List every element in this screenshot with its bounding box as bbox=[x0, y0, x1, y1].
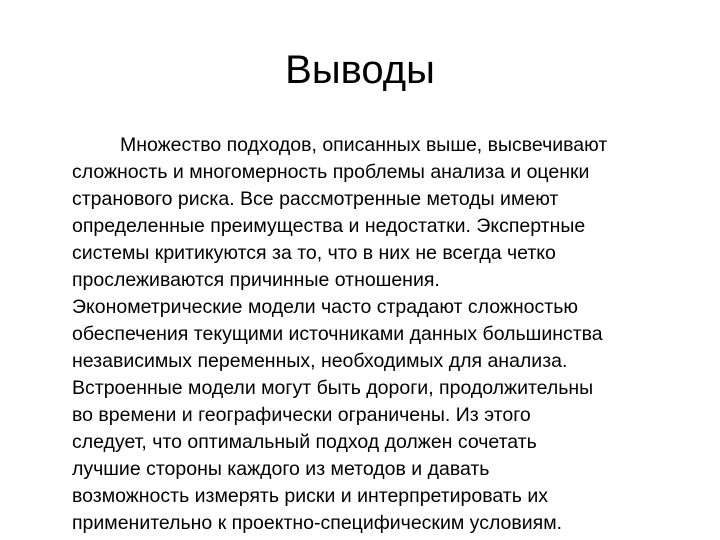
body-line: Множество подходов, описанных выше, высвечивают bbox=[120, 134, 608, 156]
body-line: во времени и географически ограничены. Из этого bbox=[72, 404, 531, 426]
body-line: системы критикуются за то, что в них не всегда четко bbox=[72, 242, 556, 264]
body-line: определенные преимущества и недостатки. Экспертные bbox=[72, 215, 586, 237]
slide-title: Выводы bbox=[285, 48, 435, 92]
body-line: прослеживаются причинные отношения. bbox=[72, 269, 440, 291]
body-line: Встроенные модели могут быть дороги, продолжительны bbox=[72, 377, 594, 399]
body-line: странового риска. Все рассмотренные методы имеют bbox=[72, 188, 559, 210]
body-line: возможность измерять риски и интерпретировать их bbox=[72, 485, 548, 507]
body-line: сложность и многомерность проблемы анализа и оценки bbox=[72, 161, 590, 183]
body-line: независимых переменных, необходимых для анализа. bbox=[72, 350, 568, 372]
body-line: Эконометрические модели часто страдают сложностью bbox=[72, 296, 578, 318]
body-line: обеспечения текущими источниками данных большинства bbox=[72, 323, 603, 345]
body-line: следует, что оптимальный подход должен сочетать bbox=[72, 431, 537, 453]
body-line: лучшие стороны каждого из методов и давать bbox=[72, 458, 490, 480]
slide-body-text bbox=[72, 132, 682, 537]
body-line: применительно к проектно-специфическим условиям. bbox=[72, 512, 563, 534]
